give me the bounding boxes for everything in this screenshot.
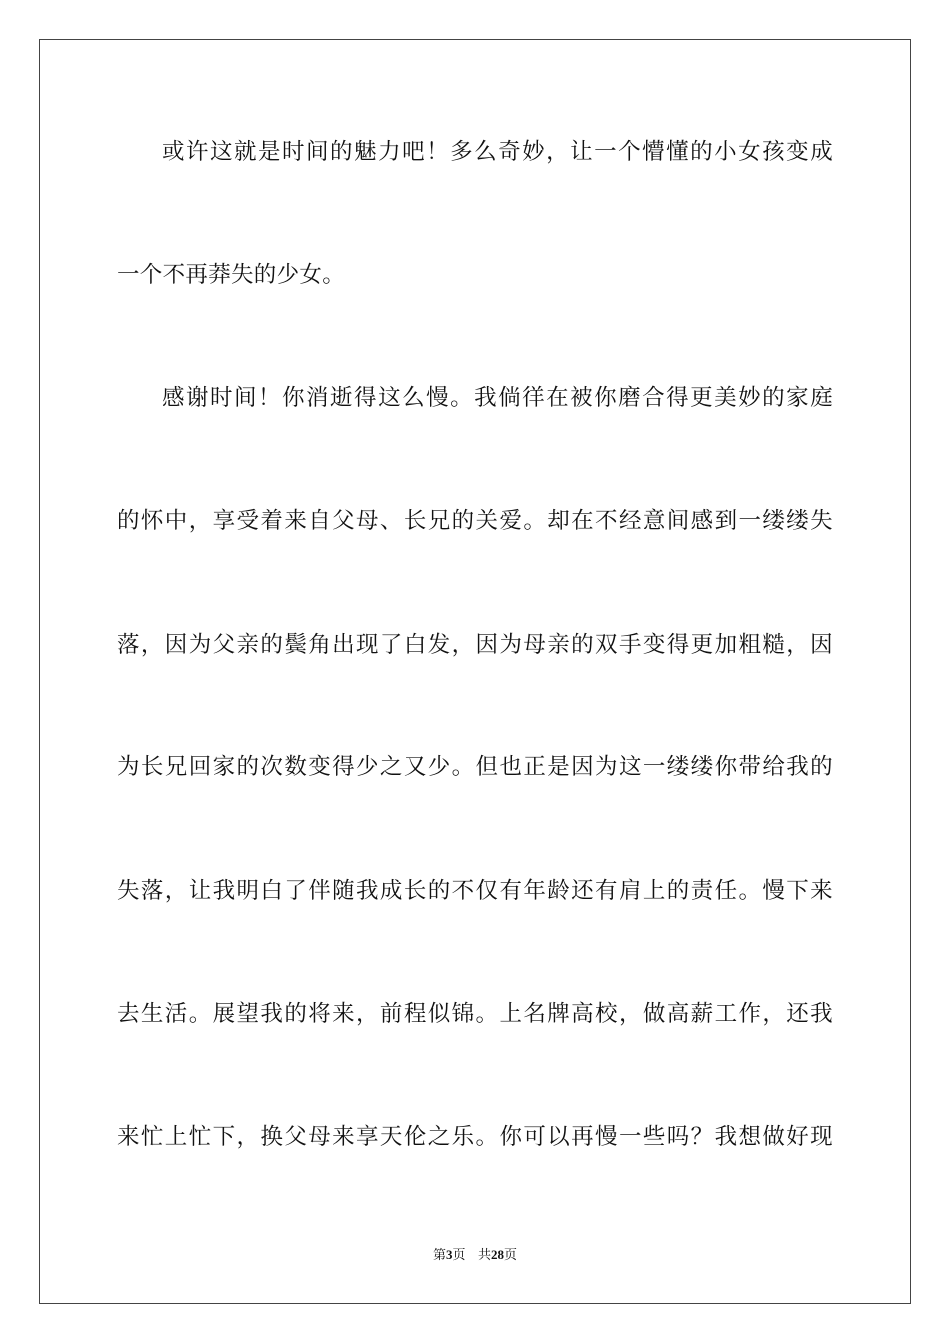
text-line: 失落，让我明白了伴随我成长的不仅有年龄还有肩上的责任。慢下来 [117, 878, 833, 904]
text-line: 或许这就是时间的魅力吧！多么奇妙，让一个懵懂的小女孩变成 [162, 139, 833, 165]
total-page-count: 28 [490, 1247, 504, 1262]
current-page-number: 3 [446, 1247, 453, 1262]
text-line: 一个不再莽失的少女。 [117, 262, 346, 288]
footer-total-suffix: 页 [503, 1248, 517, 1263]
text-line: 的怀中，享受着来自父母、长兄的关爱。却在不经意间感到一缕缕失 [117, 508, 833, 534]
footer-page-suffix: 页 [452, 1248, 466, 1263]
page-frame [39, 39, 911, 1304]
text-line: 感谢时间！你消逝得这么慢。我倘徉在被你磨合得更美妙的家庭 [162, 385, 833, 411]
text-line: 落，因为父亲的鬓角出现了白发，因为母亲的双手变得更加粗糙，因 [117, 632, 833, 658]
text-line: 来忙上忙下，换父母来享天伦之乐。你可以再慢一些吗？我想做好现 [117, 1124, 833, 1150]
footer-prefix: 第 [433, 1248, 447, 1263]
text-line: 去生活。展望我的将来，前程似锦。上名牌高校，做高薪工作，还我 [117, 1001, 833, 1027]
text-line: 为长兄回家的次数变得少之又少。但也正是因为这一缕缕你带给我的 [117, 754, 833, 780]
page-footer [0, 1247, 950, 1264]
footer-total-prefix: 共 [477, 1248, 491, 1263]
